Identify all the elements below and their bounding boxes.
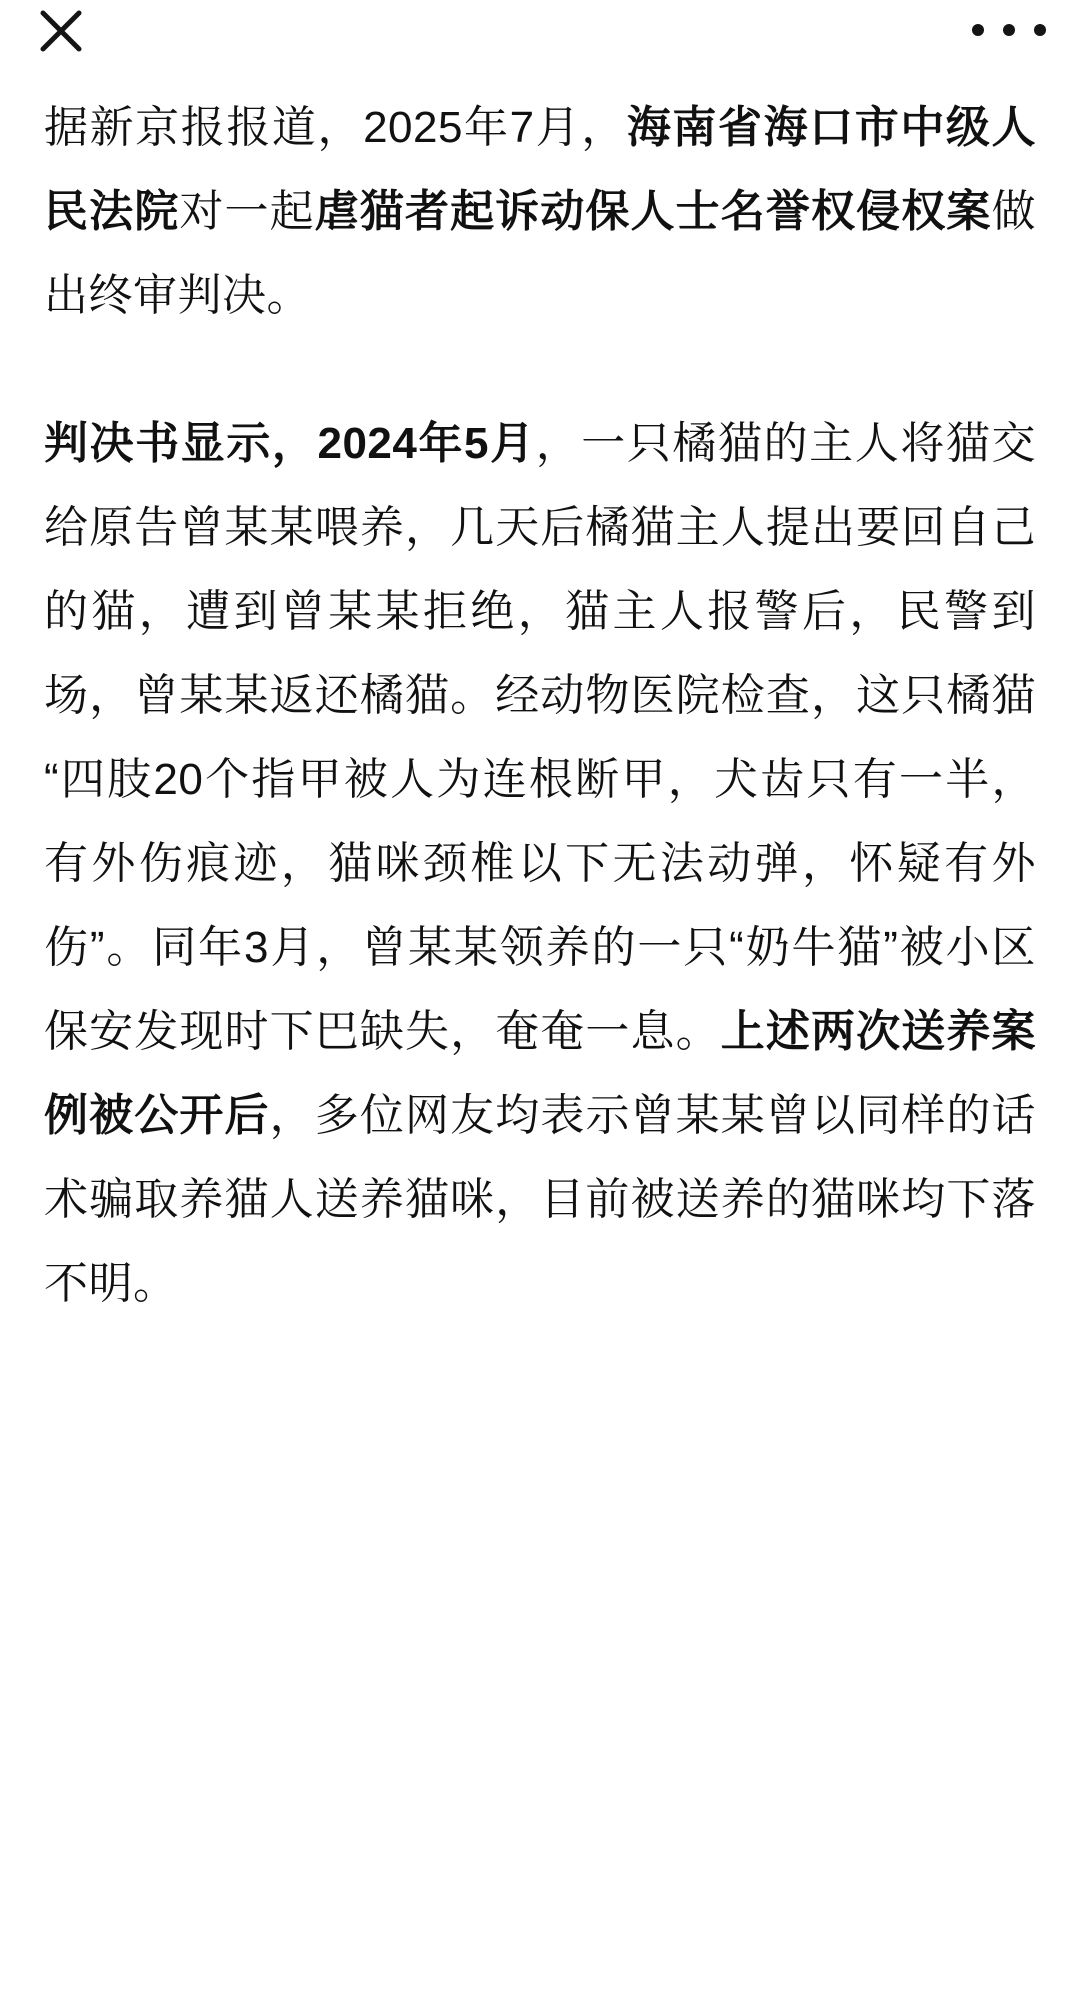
article-body [0, 78, 1080, 1326]
text-run-bold: 判决书显示，2024年5月 [44, 419, 536, 468]
text-run-bold: 虐猫者起诉动保人士名誉权侵权案 [314, 187, 992, 236]
more-dot [1003, 24, 1015, 36]
article-paragraph [44, 86, 1036, 338]
text-run: ，多位网友均表示曾某某曾以同样的话术骗取养猫人送养猫咪，目前被送养的猫咪均下落不明。 [44, 1091, 1037, 1308]
more-dot [1034, 24, 1046, 36]
text-run-bold: 海南省海口市中级人民法院 [44, 103, 1036, 236]
text-run: 做出终审判决。 [44, 187, 1037, 320]
text-run-bold: 上述两次送养案例被公开后 [44, 1007, 1037, 1140]
more-options-icon[interactable] [972, 6, 1046, 54]
close-icon[interactable] [30, 0, 92, 62]
text-run: ，一只橘猫的主人将猫交给原告曾某某喂养，几天后橘猫主人提出要回自己的猫，遭到曾某某拒绝，猫主人报警后，民警到场，曾某某返还橘猫。经动物医院检查，这只橘猫“四肢20个指甲被人为连根断甲，犬齿只有一半，有外伤痕迹，猫咪颈椎以下无法动弹，怀疑有外伤”。同年3月，曾某某领养的一只“奶牛猫”被小区保安发现时下巴缺失，奄奄一息。 [44, 419, 1037, 1056]
article-paragraph [44, 402, 1036, 1326]
more-dot [972, 24, 984, 36]
text-run: 对一起 [179, 187, 315, 236]
text-run: 据新京报报道，2025年7月， [44, 103, 627, 152]
top-bar [0, 0, 1080, 78]
